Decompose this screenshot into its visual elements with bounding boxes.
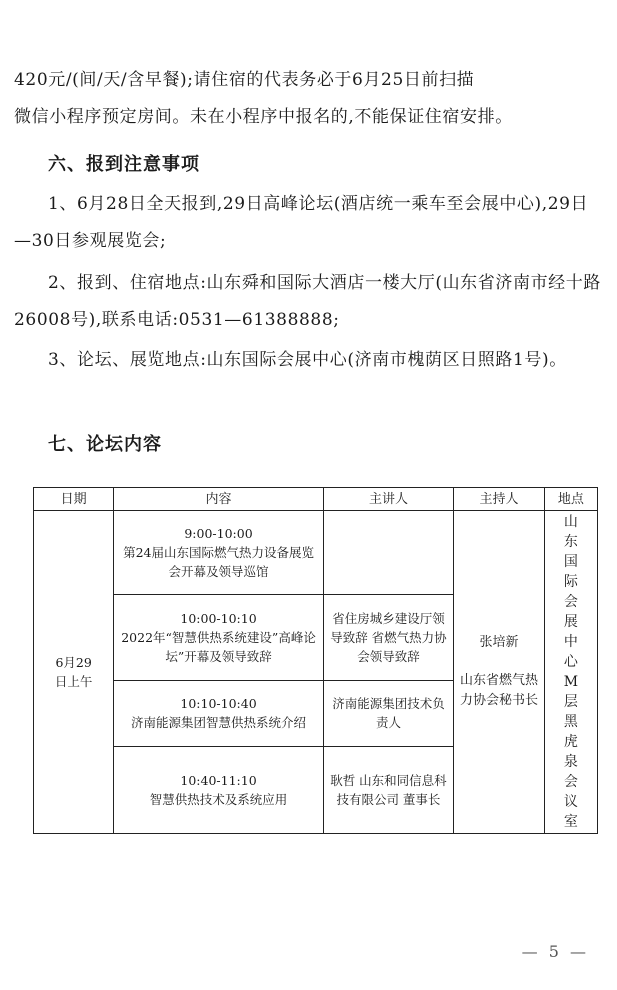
session-time: 10:00-10:10 (180, 610, 257, 626)
session-content: 智慧供热技术及系统应用 (149, 792, 288, 807)
table-row (34, 511, 598, 595)
session-time: 10:40-11:10 (180, 773, 257, 788)
place-cell (544, 511, 597, 834)
host-name: 张培新 (479, 635, 519, 650)
section-6-heading: 六、报到注意事项 (48, 154, 200, 175)
content-cell (114, 680, 324, 746)
section-7-heading: 七、论坛内容 (48, 434, 162, 455)
content-cell (114, 511, 324, 595)
date-text: 6月29日上午 (54, 655, 93, 689)
speaker-cell: 耿哲 山东和同信息科技有限公司 董事长 (323, 747, 453, 834)
content-cell (114, 594, 324, 680)
section-6-item-1: 1、6月28日全天报到,29日高峰论坛(酒店统一乘车至会展中心),29日—30日参观展览会; (14, 194, 589, 251)
header-speaker: 主讲人 (323, 488, 453, 511)
header-host: 主持人 (454, 488, 545, 511)
session-content: 第24届山东国际燃气热力设备展览会开幕及领导巡馆 (123, 544, 314, 579)
host-cell (454, 511, 545, 834)
session-content: 济南能源集团智慧供热系统介绍 (131, 715, 307, 731)
host-title: 山东省燃气热力协会秘书长 (459, 673, 538, 708)
place-text: 山东国际会展中心M层黑虎泉会议室 (563, 514, 579, 830)
section-6-item-2: 2、报到、住宿地点:山东舜和国际大酒店一楼大厅(山东省济南市经十路26008号),联系电话:0531—61388888; (14, 273, 601, 330)
speaker-cell: 省住房城乡建设厅领导致辞 省燃气热力协会领导致辞 (323, 594, 453, 680)
session-content: 2022年“智慧供热系统建设”高峰论坛”开幕及领导致辞 (121, 629, 316, 664)
intro-line-2: 微信小程序预定房间。未在小程序中报名的,不能保证住宿安排。 (14, 107, 513, 127)
date-cell (34, 511, 114, 834)
intro-line-1: 420元/(间/天/含早餐);请住宿的代表务必于6月25日前扫描 (14, 70, 475, 90)
page-number: — 5 — (521, 942, 589, 961)
session-time: 9:00-10:00 (184, 525, 253, 541)
speaker-cell (323, 511, 453, 595)
section-6-item-3: 3、论坛、展览地点:山东国际会展中心(济南市槐荫区日照路1号)。 (48, 350, 567, 370)
session-time: 10:10-10:40 (180, 696, 257, 712)
table-header-row (34, 488, 598, 511)
content-cell (114, 747, 324, 834)
speaker-cell: 济南能源集团技术负责人 (323, 680, 453, 746)
forum-agenda-table (33, 487, 598, 834)
header-date: 日期 (34, 488, 114, 511)
header-content: 内容 (114, 488, 324, 511)
header-place: 地点 (544, 488, 597, 511)
